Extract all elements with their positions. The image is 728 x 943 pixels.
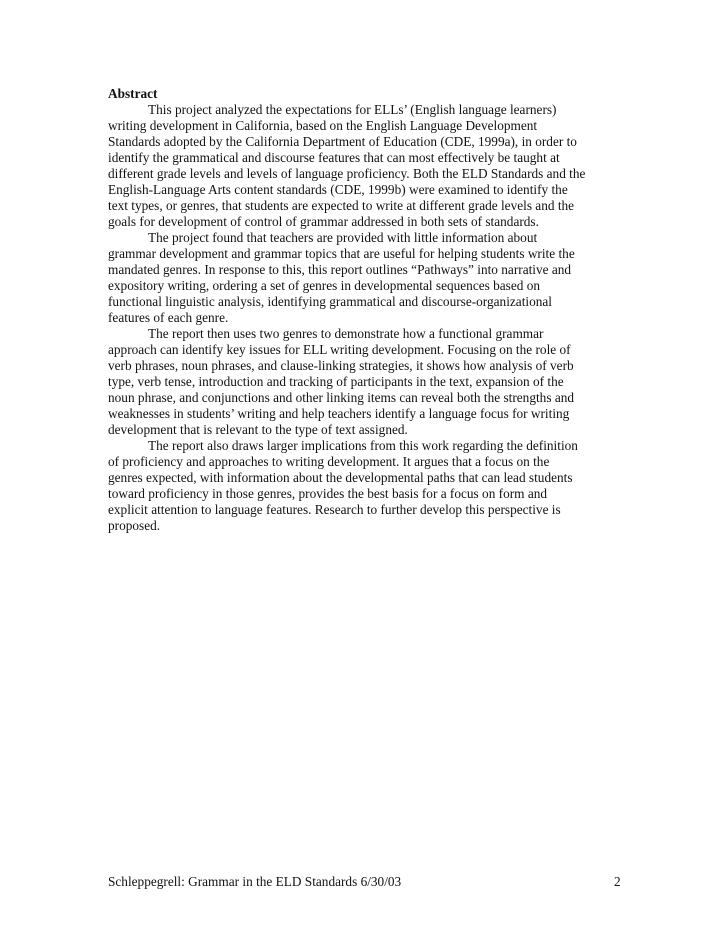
abstract-line: noun phrase, and conjunctions and other linking items can reveal both the strengths and (108, 390, 575, 405)
abstract-line: goals for development of control of grammar addressed in both sets of standards. (108, 214, 539, 229)
abstract-line: different grade levels and levels of language proficiency. Both the ELD Standards and the (108, 166, 586, 181)
abstract-line: Standards adopted by the California Department of Education (CDE, 1999a), in order to (108, 134, 577, 149)
abstract-line: The project found that teachers are provided with little information about (148, 230, 538, 245)
abstract-heading: Abstract (108, 86, 158, 101)
abstract-line: explicit attention to language features. Research to further develop this perspective is (108, 502, 561, 517)
footer-page-number: 2 (614, 874, 621, 889)
abstract-line: The report also draws larger implications from this work regarding the definition (148, 438, 578, 453)
footer-running-title: Schleppegrell: Grammar in the ELD Standards 6/30/03 (108, 874, 402, 889)
abstract-line: The report then uses two genres to demonstrate how a functional grammar (148, 326, 544, 341)
abstract-line: genres expected, with information about the developmental paths that can lead students (108, 470, 573, 485)
abstract-line: type, verb tense, introduction and tracking of participants in the text, expansion of the (108, 374, 564, 389)
abstract-line: English-Language Arts content standards (CDE, 1999b) were examined to identify the (108, 182, 568, 197)
abstract-line: identify the grammatical and discourse features that can most effectively be taught at (108, 150, 560, 165)
abstract-line: proposed. (108, 518, 161, 533)
abstract-line: expository writing, ordering a set of genres in developmental sequences based on (108, 278, 541, 293)
abstract-line: This project analyzed the expectations for ELLs’ (English language learners) (148, 102, 557, 117)
abstract-line: grammar development and grammar topics that are useful for helping students write the (108, 246, 575, 261)
abstract-line: writing development in California, based on the English Language Development (108, 118, 538, 133)
abstract-line: development that is relevant to the type of text assigned. (108, 422, 408, 437)
abstract-line: verb phrases, noun phrases, and clause-linking strategies, it shows how analysis of verb (108, 358, 574, 373)
abstract-line: approach can identify key issues for ELL writing development. Focusing on the role of (108, 342, 571, 357)
abstract-line: toward proficiency in those genres, provides the best basis for a focus on form and (108, 486, 548, 501)
abstract-line: functional linguistic analysis, identifying grammatical and discourse-organizational (108, 294, 552, 309)
abstract-line: features of each genre. (108, 310, 229, 325)
abstract-line: text types, or genres, that students are expected to write at different grade levels and the (108, 198, 575, 213)
abstract-line: mandated genres. In response to this, this report outlines “Pathways” into narrative and (108, 262, 572, 277)
abstract-line: of proficiency and approaches to writing development. It argues that a focus on the (108, 454, 550, 469)
abstract-line: weaknesses in students’ writing and help teachers identify a language focus for writing (108, 406, 570, 421)
